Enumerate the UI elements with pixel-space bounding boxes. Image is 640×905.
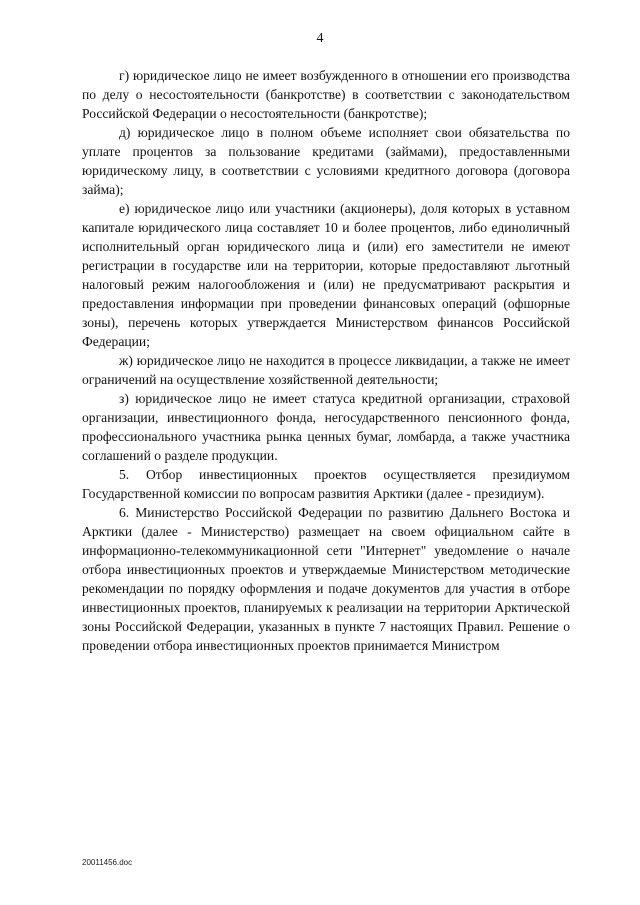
file-name-footer: 20011456.doc (82, 858, 133, 867)
page-number: 4 (316, 31, 324, 46)
paragraph-6: 6. Министерство Российской Федерации по развитию Дальнего Востока и Арктики (далее - Министерство) размещает на своем официальном сайте в информационно-телекоммуникационной сети "Интернет" уведомление о начале отбора инвестиционных проектов и утверждаемые Министерством методические рекомендации по порядку оформления и подаче документов для участия в отборе инвестиционных проектов, планируемых к реализации на территории Арктической зоны Российской Федерации, указанных в пункте 7 настоящих Правил. Решение о проведении отбора инвестиционных проектов принимается Министром (82, 505, 570, 653)
paragraph-g: г) юридическое лицо не имеет возбужденного в отношении его производства по делу о несостоятельности (банкротстве) в соответствии с законодательством Российской Федерации о несостоятельности (банкротстве); (82, 68, 570, 121)
paragraph-zh: ж) юридическое лицо не находится в процессе ликвидации, а также не имеет ограничений на осуществление хозяйственной деятельности; (82, 353, 570, 387)
paragraph-d: д) юридическое лицо в полном объеме исполняет свои обязательства по уплате процентов за пользование кредитами (займами), предоставленными юридическому лицу, в соответствии с условиями кредитного договора (договора займа); (82, 125, 570, 197)
document-body (82, 66, 570, 655)
paragraph-e: е) юридическое лицо или участники (акционеры), доля которых в уставном капитале юридического лица составляет 10 и более процентов, либо единоличный исполнительный орган юридического лица и (или) его заместители не имеют регистрации в государстве или на территории, которые предоставляют льготный налоговый режим налогообложения и (или) не предусматривают раскрытия и предоставления информации при проведении финансовых операций (офшорные зоны), перечень которых утверждается Министерством финансов Российской Федерации; (82, 201, 570, 349)
paragraph-z: з) юридическое лицо не имеет статуса кредитной организации, страховой организации, инвестиционного фонда, негосударственного пенсионного фонда, профессионального участника рынка ценных бумаг, ломбарда, а также участника соглашений о разделе продукции. (82, 391, 570, 463)
paragraph-5: 5. Отбор инвестиционных проектов осуществляется президиумом Государственной комиссии по вопросам развития Арктики (далее - президиум). (82, 467, 570, 501)
